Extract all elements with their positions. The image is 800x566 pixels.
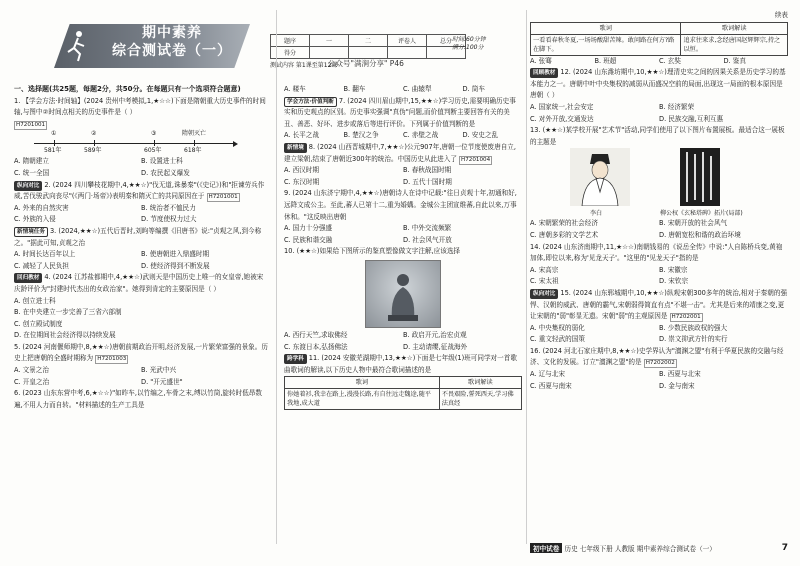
option[interactable]: B. 统治者不恤民力 [141, 203, 196, 212]
option[interactable]: C. 重文轻武的国策 [530, 335, 585, 344]
question-stem: 13. (★★☆)某学校开展"艺术节"活动,同学们使用了以下图片布置展板。最适合这一展板的主题是 [530, 126, 785, 146]
question-stem: 11. (2024 安徽芜湖期中,13,★★☆)下面是七年级(1)班可同学对一首歌曲歌词的解读,以下历史人物中最符合歌词描述的是 [284, 354, 517, 374]
timeline-tick [154, 140, 155, 146]
li-bai-portrait-icon [570, 148, 630, 206]
options [14, 156, 268, 179]
question-item [530, 67, 788, 102]
question-stem: 8. (2024 山西晋城期中,7,★★☆)公元907年,唐朝一位节度使废唐自立,建立梁朝,结束了唐朝近300年的统治。中国历史从此进入了 [284, 142, 516, 163]
lyrics-table [284, 376, 522, 410]
question-stem: 9. (2024 山东济宁期中,4,★★☆)唐朝诗人在诗中记载:"往日贞观十年,初通和好,远降文成公主。至此,蕃人已第十二,重为婚媾。金城公主团宣维蕃,自此以来,万事休和。"这反映出唐朝 [284, 189, 517, 221]
question-code: H7201003 [97, 356, 127, 363]
picture-caption: 柳公权《玄秘塔碑》拓片(局部) [660, 210, 743, 218]
exam-title [112, 24, 232, 60]
question-tag: 回顾教材 [530, 68, 558, 78]
footer-brand: 初中试卷 [530, 543, 562, 553]
question-tag: 跨学科 [284, 354, 307, 364]
option[interactable]: C. 民族和谐交融 [284, 235, 333, 244]
question-item [14, 180, 268, 203]
footer-edition: 人教版 [614, 545, 635, 553]
question-stem: 5. (2024 河南偃师期中,8,★★☆)唐朝前期政治开明,经济发展,一片繁荣富强的景象。历史上把唐朝的全盛时期称为 [14, 342, 268, 363]
options [284, 130, 522, 142]
option[interactable]: B. 政启开元,治宏贞观 [403, 330, 467, 339]
option[interactable]: A. 隋朝建立 [14, 157, 49, 166]
score-cell: 题序 [271, 35, 310, 47]
timeline-label: 618年 [184, 147, 202, 155]
footer-subject: 历史 [564, 545, 578, 553]
table-cell: 追求往来求,念经唐国赵辉辉宗,持之以恒。 [681, 34, 788, 55]
time-limit: 时间:60分钟 [452, 36, 486, 43]
question-stem: 15. (2024 山东郓城期中,10,★★☆)纵观宋朝300多年的统治,相对于秦朝的强悍、汉朝的威武、唐朝的霸气,宋朝弱得简直有点"不堪一击"。尤其是后来的靖康之变,更让宋朝的"弱"彰显无遗。宋朝"弱"的主观原因是 [530, 288, 788, 321]
page-footer [530, 543, 788, 553]
score-cell: 二 [349, 35, 388, 47]
option[interactable]: D. 在位期间社会经济得以持续发展 [14, 331, 116, 340]
question-tag: 纵向对比 [530, 289, 558, 299]
art-pictures [530, 148, 788, 218]
options [284, 165, 522, 188]
question-item [14, 272, 268, 295]
options [14, 296, 268, 342]
question-stem: 14. (2024 山东济南期中,11,★☆☆)南朝钱易的《说岳全传》中说:"人自陈桥兵变,黄袍加体,即位以来,称为'见龙天子'。"这里的"见龙天子"指的是 [530, 242, 783, 263]
question-tag: 新情境 [284, 143, 307, 153]
option[interactable]: B. 春秋战国时期 [403, 166, 452, 175]
question-item [14, 226, 268, 249]
option[interactable]: D. 民族交融,互利互惠 [659, 114, 724, 123]
calligraphy-rubbing-image [680, 148, 720, 206]
option[interactable]: A. 中央集权的弱化 [530, 323, 585, 332]
table-header: 歌词 [531, 22, 681, 34]
study-range: 测试内容 第1课至第12课 [270, 62, 338, 69]
table-cell: 不畏艰险,誓死西天,学习佛法真经 [439, 389, 521, 410]
right-column [530, 10, 788, 392]
question-stem: 12. (2024 山东潍坊期中,10,★★☆)理清史实之间的因果关系是历史学习的基本能力之一。唐朝中叶中央集权的减弱从而盛况空前的局面,出现这一局面的根本原因是唐朝（ ） [530, 68, 786, 100]
question-stem: 10. (★★☆)如果给下图所示的鉴真塑像做文字注解,应该选择 [284, 247, 461, 256]
question-item [284, 142, 522, 165]
question-stem: 2. (2024 四川攀枝花期中,4,★★☆)"伐无道,诛暴秦"(《史记》)和"拒谏劳兵作威,苦伐骏武向丧尽"(《两门·场帝》)表明秦和隋灭亡的共同原因在于 [14, 180, 265, 201]
option[interactable]: B. 班超 [594, 56, 617, 65]
options [530, 265, 788, 288]
timeline-label: ② [91, 130, 97, 138]
option[interactable]: A. 外来的自然灾害 [14, 203, 69, 212]
option[interactable]: D. 主动请缨,征战海外 [403, 342, 468, 351]
question-code: H7202002 [645, 360, 675, 367]
table-cell: 一看看春秋冬夏,一场场酸甜苦辣。敢问路在何方?路在脚下。 [531, 34, 681, 55]
score-cell[interactable] [310, 47, 349, 59]
runner-icon [64, 30, 90, 62]
option[interactable]: A. 辽与北宋 [530, 370, 565, 379]
statue-icon [388, 271, 418, 321]
timeline-label: ③ [151, 130, 157, 138]
options [530, 56, 788, 68]
score-table [270, 34, 466, 59]
question-tag: 纵向对比 [14, 181, 42, 191]
option[interactable]: C. 东汉时期 [284, 177, 320, 186]
options [14, 203, 268, 226]
option[interactable]: B. 光武中兴 [141, 366, 177, 375]
option[interactable]: A. 创立进士科 [14, 296, 56, 305]
option[interactable]: A. 西行天竺,求取佛经 [284, 330, 348, 339]
exam-title-line1: 期中素养 [142, 25, 202, 41]
option[interactable]: C. 外族的入侵 [14, 215, 56, 224]
option[interactable]: D. 安史之乱 [462, 131, 499, 140]
options [530, 218, 788, 241]
option[interactable]: C. 宋太祖 [530, 277, 559, 286]
option[interactable]: D. 农民起义爆发 [141, 168, 190, 177]
timeline-tick [94, 140, 95, 146]
option[interactable]: D. 使经济得到不断发展 [141, 261, 210, 270]
timeline-label: 589年 [84, 147, 102, 155]
question-stem: 16. (2024 河北石家庄期中,8,★★☆)史学界认为"澶渊之盟"有利于华夏民族的交融与经济、文化的发展。订立"澶渊之盟"的是 [530, 346, 784, 367]
option[interactable]: A. 宋朝繁荣的社会经济 [530, 219, 598, 228]
score-cell[interactable] [349, 47, 388, 59]
option[interactable]: A. 耧车 [284, 85, 306, 93]
timeline-tick [54, 140, 55, 146]
option[interactable]: B. 宋朝开放的社会风气 [659, 219, 728, 228]
option[interactable]: C. 西夏与南宋 [530, 381, 572, 390]
option[interactable]: C. 曲辕犁 [403, 85, 432, 93]
question-item [530, 288, 788, 323]
option[interactable]: D. 节度使权力过大 [141, 215, 197, 224]
question-item [14, 342, 268, 365]
question-stem: 1. 【学会方法·时间轴】(2024 贵州中考模拟,1,★☆☆)下面是隋朝重大历史事件的时间轴,与图中②时间点相关的历史事件是（ ） [14, 96, 266, 117]
option[interactable]: B. 翻车 [343, 85, 366, 93]
table-header: 歌词 [285, 377, 440, 389]
footer-paper: 期中素养综合测试卷（一） [636, 545, 716, 553]
option[interactable]: D. 宋钦宗 [659, 277, 689, 286]
option[interactable]: A. 国力十分强盛 [284, 224, 333, 233]
score-cell[interactable] [388, 47, 427, 59]
options [284, 84, 522, 96]
question-tag: 回归教材 [14, 273, 42, 283]
section-title: 一、选择题(共25题，每题2分，共50分。在每题只有一个选项符合题意) [14, 85, 241, 93]
exam-title-line2: 综合测试卷（一） [112, 43, 232, 59]
option[interactable]: B. 西夏与北宋 [659, 370, 701, 379]
question-code: H7201001 [16, 121, 46, 128]
option[interactable]: B. 在中央建立一步完善了三省六部制 [14, 308, 122, 317]
score-cell: 得分 [271, 47, 310, 59]
question-item [530, 346, 788, 369]
column-divider [526, 10, 527, 544]
option[interactable]: D. 金与南宋 [659, 381, 695, 390]
score-cell: 一 [310, 35, 349, 47]
score-cell: 评卷人 [388, 35, 427, 47]
timeline-tick [194, 140, 195, 146]
timeline [14, 130, 268, 156]
option[interactable]: A. 时间长达百年以上 [14, 250, 76, 259]
option[interactable]: C. 玄奘 [659, 56, 681, 65]
option[interactable]: B. 少数民族政权的强大 [659, 323, 728, 332]
option[interactable]: D. 社会风气开放 [403, 235, 452, 244]
option[interactable]: D. 五代十国时期 [403, 177, 452, 186]
timeline-label: 605年 [144, 147, 162, 155]
full-score: 满分:100分 [452, 44, 484, 51]
options [284, 223, 522, 246]
options [530, 323, 788, 346]
watermark: 公众号"满涧分享" P46 [328, 59, 404, 68]
option[interactable]: B. 宋徽宗 [659, 265, 688, 274]
option[interactable]: A. 长平之战 [284, 131, 319, 140]
option[interactable]: D. 筒车 [462, 85, 485, 93]
option[interactable]: D. "开元盛世" [141, 377, 183, 386]
option[interactable]: C. 统一全国 [14, 168, 50, 177]
exam-meta [452, 36, 486, 52]
option[interactable]: D. 鉴真 [723, 56, 746, 65]
option[interactable]: D. 唐朝宽松和谐的政治环境 [659, 230, 741, 239]
option[interactable]: D. 崇文抑武方针的实行 [659, 335, 728, 344]
option[interactable]: C. 赤壁之战 [403, 131, 439, 140]
question-code: H7201004 [461, 156, 491, 163]
timeline-label: 隋朝灭亡 [182, 130, 207, 138]
option[interactable]: B. 中外交流频繁 [403, 224, 452, 233]
table-cell: 你她着衫,我幸在路上,漫漫长路,有自往远走魏途,随平我地,成大道 [285, 389, 440, 410]
question-code: H7202001 [671, 314, 701, 321]
option[interactable]: C. 唐朝多彩的文学艺术 [530, 230, 599, 239]
option[interactable]: A. 宋高宗 [530, 265, 559, 274]
options [284, 330, 522, 353]
timeline-label: 581年 [44, 147, 62, 155]
question-stem: 3. (2024,★★☆)五代后晋时,刘昫等编撰《旧唐书》说:"贞观之风,到今称之。"据此可知,贞观之治 [14, 226, 262, 247]
question-tag: 新情境任务 [14, 227, 48, 237]
option[interactable]: A. 西汉时期 [284, 166, 319, 175]
options [14, 365, 268, 388]
middle-column [284, 84, 522, 410]
question-stem: 6. (2023 山东东营中考,6,★☆☆)"如昨车,以竹编之,车骨之末,缚以竹筒,旋转时低昂数遍,不用人力而自转。"材料描述的生产工具是 [14, 389, 262, 409]
option[interactable]: A. 张骞 [530, 56, 552, 65]
option[interactable]: B. 楚汉之争 [343, 131, 379, 140]
exam-header [14, 20, 518, 68]
table-header: 歌词解读 [439, 377, 521, 389]
question-tag: 学会方法·价值判断 [284, 97, 337, 107]
score-cell: 总分 [427, 35, 466, 47]
table-header: 歌词解读 [681, 22, 788, 34]
question-item [284, 353, 522, 376]
lyrics-table-continued [530, 22, 788, 56]
timeline-label: ① [51, 130, 57, 138]
option[interactable]: C. 东渡日本,弘扬佛法 [284, 342, 348, 351]
option[interactable]: C. 减轻了人民负担 [14, 261, 69, 270]
option[interactable]: C. 开皇之治 [14, 377, 50, 386]
timeline-axis [34, 143, 234, 144]
option[interactable]: A. 国家统一,社会安定 [530, 102, 594, 111]
left-column [14, 84, 268, 411]
option[interactable]: B. 经济繁荣 [659, 102, 695, 111]
picture-caption: 李白 [590, 210, 603, 218]
option[interactable]: A. 文景之治 [14, 366, 49, 375]
question-item [284, 96, 522, 131]
option[interactable]: B. 设置进士科 [141, 157, 183, 166]
continued-label: 续表 [774, 11, 788, 19]
options [14, 249, 268, 272]
question-stem: 4. (2024 江苏盐都期中,4,★★☆)武则天是中国历史上唯一的女皇帝,她被宋庆龄评价为"封建时代杰出的女政治家"。她得到肯定的主要原因是（ ） [14, 273, 264, 293]
options [530, 102, 788, 125]
footer-grade: 七年级下册 [579, 545, 613, 553]
option[interactable]: C. 对外开放,交通发达 [530, 114, 594, 123]
option[interactable]: C. 创立殿试制度 [14, 319, 63, 328]
options [530, 369, 788, 392]
page-number: 7 [781, 543, 788, 553]
option[interactable]: B. 使唐朝进入鼎盛时期 [141, 250, 210, 259]
question-code: H7201001 [208, 194, 238, 201]
jianzhen-statue-image [365, 260, 441, 328]
question-stem: 7. (2024 四川眉山期中,15,★★☆)学习历史,需要明确历史事实和历史观点的区别。历史事实强调"真伪"问题,而价值判断主要回答有关的美丑、善恶、好坏、进步或落后等进行评价。下列属于价值判断的是 [284, 96, 516, 128]
column-divider [276, 10, 277, 544]
